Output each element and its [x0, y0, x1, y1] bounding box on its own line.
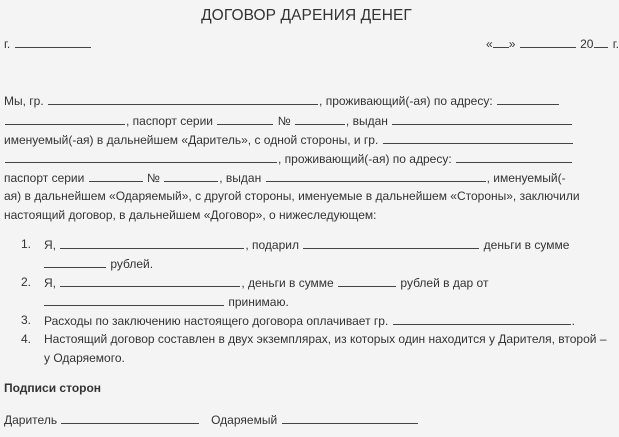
- donor-signature-blank: [61, 412, 199, 424]
- date-close-quote: »: [508, 37, 516, 51]
- item-text: деньги в сумме: [483, 238, 570, 252]
- preamble-text: ая) в дальнейшем «Одаряемый», с другой стороны, именуемые в дальнейшем «Стороны», заключили: [4, 189, 580, 203]
- donee-passport-number-blank: [164, 170, 218, 182]
- donor-passport-issued-blank: [392, 113, 572, 125]
- year-blank: [594, 36, 608, 48]
- item-text: принимаю.: [228, 295, 289, 309]
- donor-self-name-blank: [60, 237, 244, 249]
- preamble-text: именуемый(-ая) в дальнейшем «Даритель», с одной стороны, и гр.: [4, 133, 379, 147]
- donee-signature-label: Одаряемый: [211, 413, 278, 427]
- day-blank: [493, 36, 509, 48]
- city-blank: [15, 36, 91, 48]
- donee-signature-blank: [282, 412, 418, 424]
- donor-from-blank: [44, 294, 224, 306]
- preamble-text: Мы, гр.: [4, 94, 44, 108]
- donor-passport-series-blank: [217, 113, 273, 125]
- item-text: Я,: [44, 276, 56, 290]
- preamble-text: №: [277, 114, 291, 128]
- item-text: Расходы по заключению настоящего договора оплачивает гр.: [44, 314, 389, 328]
- preamble-text: настоящий договор, в дальнейшем «Договор», о нижеследующем:: [4, 208, 377, 222]
- gift-recipient-blank: [303, 237, 479, 249]
- gift-amount-blank: [44, 256, 106, 268]
- month-blank: [520, 36, 576, 48]
- item-number: 2.: [21, 275, 32, 289]
- item-text: .: [571, 314, 575, 328]
- donee-name-blank: [383, 132, 573, 144]
- item-text: рублей в дар от: [400, 276, 489, 290]
- city-label: г.: [4, 37, 11, 51]
- expenses-payer-blank: [393, 313, 571, 325]
- contract-page: ДОГОВОР ДАРЕНИЯ ДЕНЕГ г. « » 20 г. Мы, гр. , проживающий(-ая) по адресу: , паспорт серии № , выдан именуемый(-ая) в дальнейшем «Даритель», с одной стороны, и гр. , проживающий(-ая) по адресу: паспорт серии № , выдан , именуемый(- ая) в дальнейшем «Одаряемый», с другой стороны, именуемые в дальнейшем «Стороны», заключили настоящий договор, в дальнейшем «Договор», о нижеследующем: 1. Я, , подарил деньги в сумме рублей. 2. Я, , деньги в сумме рублей в дар от принимаю. 3. Расходы по заключению настоящего договора оплачивает гр. . 4. Настоящий договор составлен в двух экземплярах, из которых один находится у Дарителя, второй – у Одаряемого. Подписи сторон Даритель Одаряемый: [0, 0, 613, 437]
- donor-passport-number-blank: [295, 113, 345, 125]
- donor-name-blank: [48, 93, 318, 105]
- item-text: Я,: [44, 238, 56, 252]
- item-number: 1.: [21, 237, 32, 251]
- preamble-text: , паспорт серии: [126, 114, 214, 128]
- item-text: , деньги в сумме: [241, 276, 334, 290]
- donee-address-blank: [456, 151, 572, 163]
- preamble-text: , выдан: [345, 114, 388, 128]
- preamble-text: , проживающий(-ая) по адресу:: [278, 152, 452, 166]
- donee-name-blank-2: [5, 151, 277, 163]
- preamble-text: , именуемый(-: [486, 171, 566, 185]
- donor-address-blank-2: [5, 113, 125, 125]
- donor-signature-label: Даритель: [4, 413, 58, 427]
- date-open-quote: «: [486, 37, 493, 51]
- item-text: у Одаряемого.: [44, 351, 125, 365]
- preamble-text: , проживающий(-ая) по адресу:: [319, 94, 493, 108]
- donee-self-name-blank: [60, 275, 240, 287]
- preamble-text: , выдан: [219, 171, 262, 185]
- document-title: ДОГОВОР ДАРЕНИЯ ДЕНЕГ: [201, 7, 412, 24]
- year-prefix: 20: [580, 37, 594, 51]
- item-text: рублей.: [110, 257, 154, 271]
- preamble-text: паспорт серии: [4, 171, 85, 185]
- preamble-text: №: [147, 171, 160, 185]
- item-number: 3.: [21, 313, 32, 327]
- donee-passport-series-blank: [89, 170, 143, 182]
- item-text: Настоящий договор составлен в двух экземплярах, из которых один находится у Дарителя, второй –: [44, 332, 607, 346]
- donor-address-blank: [497, 93, 559, 105]
- item-text: , подарил: [245, 238, 299, 252]
- received-amount-blank: [338, 275, 396, 287]
- donee-passport-issued-blank: [266, 170, 486, 182]
- year-suffix: г.: [612, 37, 619, 51]
- item-number: 4.: [21, 332, 32, 346]
